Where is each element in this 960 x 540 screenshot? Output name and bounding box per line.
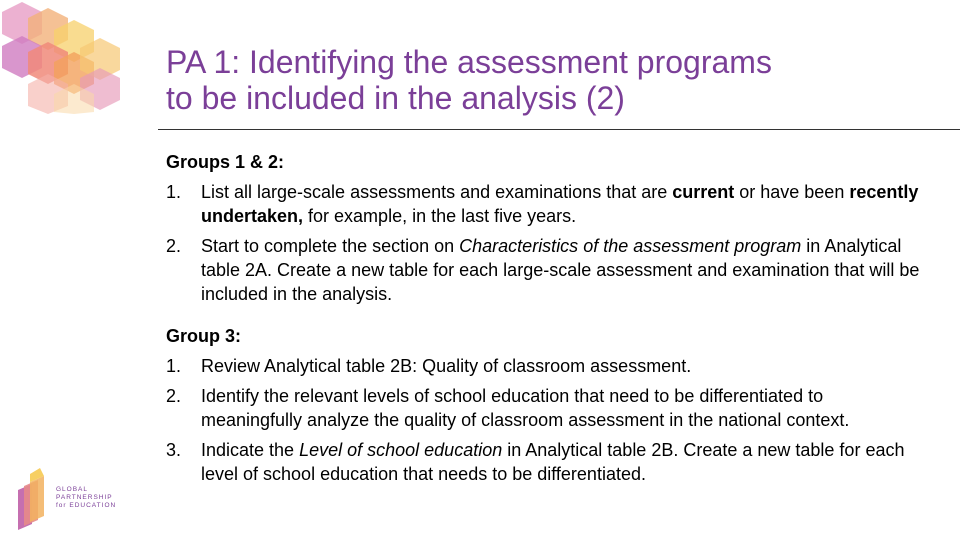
content-body: [166, 150, 926, 486]
group3-heading: Group 3:: [166, 326, 241, 346]
group12-heading: Groups 1 & 2:: [166, 152, 285, 172]
list-text: Identify the relevant levels of school education that need to be differentiated to meaningfully analyze the quality of classroom assessment in the national context.: [201, 386, 850, 430]
title-line-2: to be included in the analysis (2): [166, 80, 625, 116]
list-number: 1.: [166, 356, 182, 376]
list-number: 2.: [166, 386, 182, 406]
list-text: Indicate the Level of school education in Analytical table 2B. Create a new table for each level of school education that needs to be differentiated.: [201, 440, 905, 484]
group3-item-3: [166, 438, 926, 486]
group3-item-2: [166, 384, 926, 432]
page-title: [166, 44, 926, 116]
title-divider: [158, 129, 960, 130]
list-text: Review Analytical table 2B: Quality of classroom assessment.: [201, 356, 692, 376]
group12-item-1: [166, 180, 926, 228]
list-number: 1.: [166, 182, 182, 202]
list-number: 2.: [166, 236, 182, 256]
title-line-1: PA 1: Identifying the assessment programs: [166, 44, 772, 80]
list-text: Start to complete the section on Characteristics of the assessment program in Analytical table 2A. Create a new table for each large-scale assessment and examination that will be included in the analysis.: [201, 236, 920, 304]
list-text: List all large-scale assessments and examinations that are current or have been recently undertaken, for example, in the last five years.: [201, 182, 919, 226]
list-number: 3.: [166, 440, 182, 460]
hexagon-cluster-icon: [0, 0, 135, 115]
gpe-logo-wordmark: GLOBAL PARTNERSHIP for EDUCATION: [56, 486, 117, 509]
group12-item-2: [166, 234, 926, 306]
group3-item-1: [166, 354, 926, 378]
